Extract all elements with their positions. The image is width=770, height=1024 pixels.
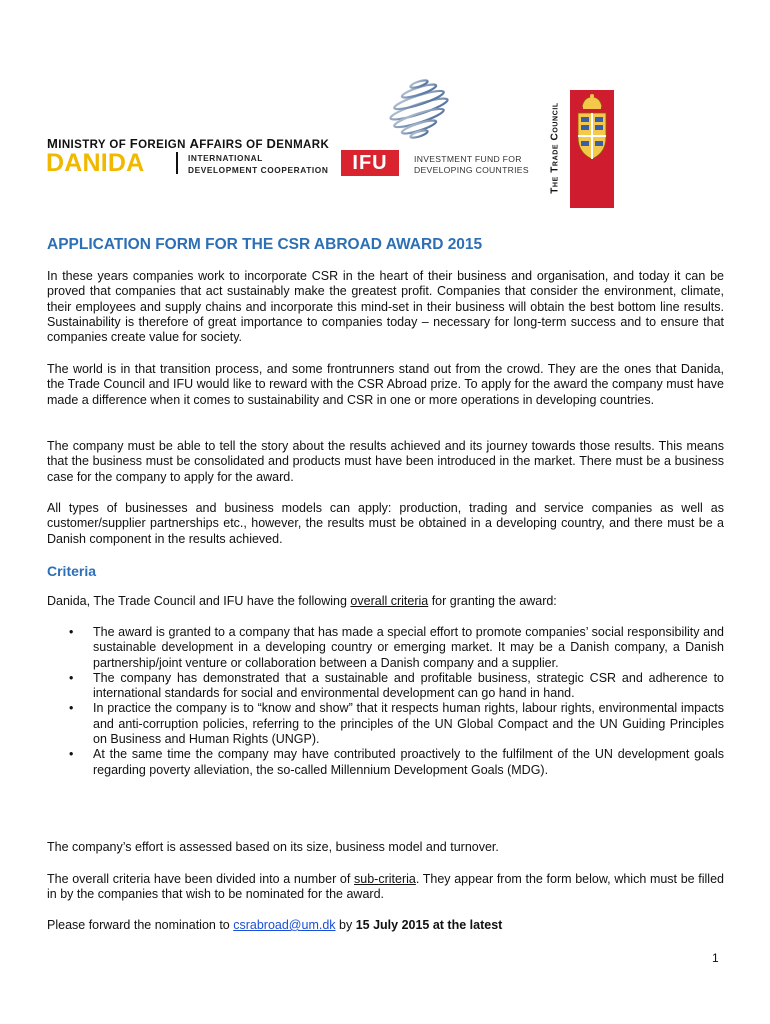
forward-paragraph: Please forward the nomination to csrabroad@um.dk by 15 July 2015 at the latest [47,918,503,932]
criteria-item: • The company has demonstrated that a sustainable and profitable business, strategic CSR and adherence to international standards for social and environmental development can go hand in hand. [69,670,724,701]
page-title: APPLICATION FORM FOR THE CSR ABROAD AWARD 2015 [47,236,483,253]
ifu-logo: IFU [341,150,399,176]
intro-paragraph-2: The world is in that transition process, and some frontrunners stand out from the crowd. They are the ones that Danida, the Trade Council and IFU would like to reward with the CSR Abroad prize. To apply for the award the company must have made a difference when it comes to sustainability and CSR in one or more operations in developing countries. [47,362,724,407]
criteria-item: • In practice the company is to “know and show” that it respects human rights, labour rights, environmental impacts and anti-corruption policies, referring to the principles of the UN Global Compact and the UN Guiding Principles on Business and Human Rights (UNGP). [69,701,724,747]
sub-criteria-text: sub-criteria [354,872,416,886]
ministry-name: MINISTRY OF FOREIGN AFFAIRS OF DENMARK [47,136,330,151]
email-link[interactable]: csrabroad@um.dk [233,918,336,932]
intro-paragraph-3: The company must be able to tell the story about the results achieved and its journey towards those results. This means that the business must be consolidated and products must have been introduced in the market. There must be a business case for the company to apply for the award. [47,439,724,484]
deadline-text: 15 July 2015 at the latest [355,918,503,932]
danida-divider [176,152,178,174]
criteria-heading: Criteria [47,563,97,579]
criteria-item: • The award is granted to a company that has made a special effort to promote companies’ social responsibility and sustainable development in a developing country or emerging market. It may be a Danish company, a Danish partnership/joint venture or collaboration between a Danish company and a supplier. [69,625,724,670]
criteria-intro: Danida, The Trade Council and IFU have the following overall criteria for granting the award: [47,594,557,608]
danida-logo: DANIDA [46,149,145,177]
page-number: 1 [712,951,719,965]
danish-crest-icon [574,93,610,163]
criteria-list [47,625,724,778]
trade-council-label: The Trade Council [549,102,561,194]
danida-subtitle: INTERNATIONAL DEVELOPMENT COOPERATION [188,153,329,175]
ifu-subtitle: INVESTMENT FUND FOR DEVELOPING COUNTRIES [414,154,529,175]
intro-paragraph-4: All types of businesses and business models can apply: production, trading and service companies as well as customer/supplier partnerships etc., however, the results must be obtained in a developing country, and there must be a Danish component in the results achieved. [47,501,724,546]
assessment-text: The company’s effort is assessed based on its size, business model and turnover. [47,840,499,854]
ifu-globe-icon [386,76,452,142]
intro-paragraph-1: In these years companies work to incorporate CSR in the heart of their business and organisation, and today it can be proved that companies that act sustainably make the greatest profit. Companies that consider the environment, climate, their employees and supply chains and incorporate this mind-set in their business will obtain the best bottom line results. Sustainability is therefore of great importance to companies today – necessary for long-term success and to ensure that companies create value for society. [47,269,724,345]
criteria-item: • At the same time the company may have contributed proactively to the fulfilment of the UN development goals regarding poverty alleviation, the so-called Millennium Development Goals (MDG). [69,747,724,777]
subcriteria-paragraph: The overall criteria have been divided into a number of sub-criteria. They appear from the form below, which must be filled in by the companies that wish to be nominated for the award. [47,872,724,902]
overall-criteria-text: overall criteria [350,594,429,608]
